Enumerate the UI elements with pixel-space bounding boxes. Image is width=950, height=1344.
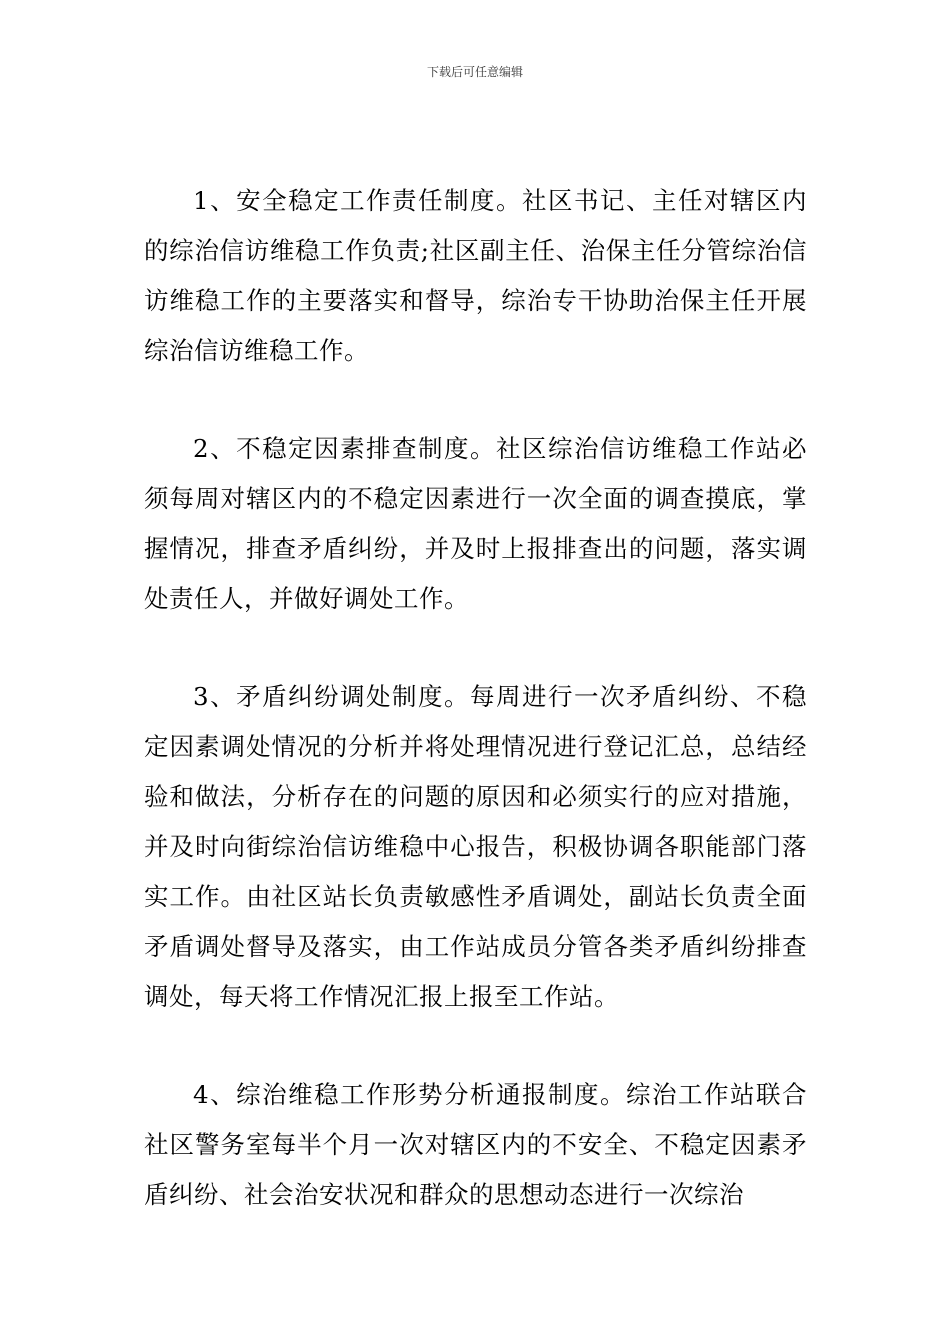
paragraph-4: 4、综治维稳工作形势分析通报制度。综治工作站联合社区警务室每半个月一次对辖区内的不安全、不稳定因素矛盾纠纷、社会治安状况和群众的思想动态进行一次综治	[144, 1080, 807, 1209]
header-note: 下载后可任意编辑	[426, 65, 523, 79]
paragraph-1: 1、安全稳定工作责任制度。社区书记、主任对辖区内的综治信访维稳工作负责;社区副主任、治保主任分管综治信访维稳工作的主要落实和督导，综治专干协助治保主任开展综治信访维稳工作。	[144, 186, 807, 365]
document-body	[144, 176, 807, 1268]
paragraph-3: 3、矛盾纠纷调处制度。每周进行一次矛盾纠纷、不稳定因素调处情况的分析并将处理情况进行登记汇总，总结经验和做法，分析存在的问题的原因和必须实行的应对措施，并及时向街综治信访维稳中心报告，积极协调各职能部门落实工作。由社区站长负责敏感性矛盾调处，副站长负责全面矛盾调处督导及落实，由工作站成员分管各类矛盾纠纷排查调处，每天将工作情况汇报上报至工作站。	[144, 682, 807, 1011]
paragraph-2: 2、不稳定因素排查制度。社区综治信访维稳工作站必须每周对辖区内的不稳定因素进行一次全面的调查摸底，掌握情况，排查矛盾纠纷，并及时上报排查出的问题，落实调处责任人，并做好调处工作。	[144, 434, 807, 613]
